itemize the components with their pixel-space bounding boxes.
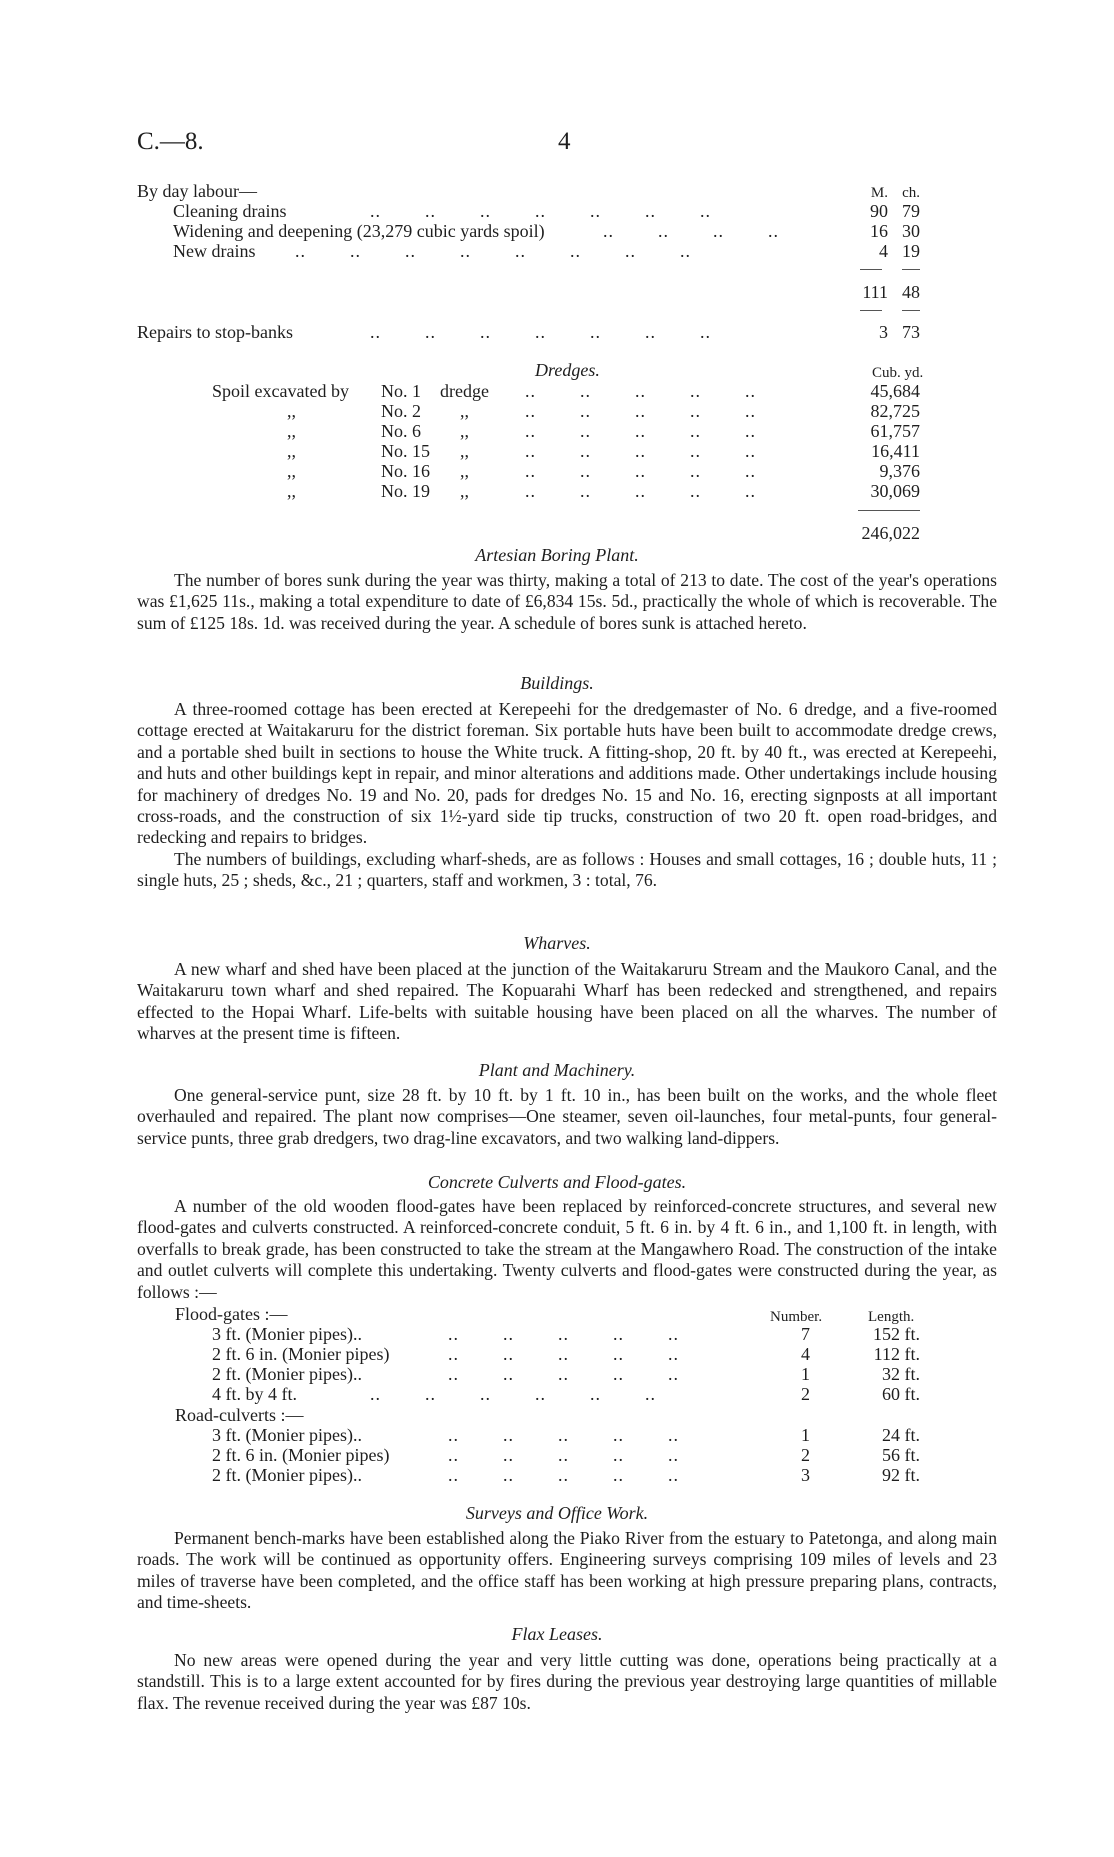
total-miles: 111 bbox=[862, 282, 888, 302]
leader-dots: .. .. .. .. .. .. bbox=[370, 1384, 656, 1404]
repairs-chains: 73 bbox=[902, 322, 920, 342]
dredge-row-suffix: ,, bbox=[460, 481, 469, 501]
dredges-total: 246,022 bbox=[861, 523, 920, 543]
dredge-spoil-value: 30,069 bbox=[870, 481, 920, 501]
day-labour-row-label: Cleaning drains bbox=[173, 201, 287, 221]
culvert-row-label: 3 ft. (Monier pipes).. bbox=[212, 1324, 362, 1344]
culvert-row-label: 2 ft. 6 in. (Monier pipes) bbox=[212, 1445, 390, 1465]
leader-dots: .. .. .. .. .. bbox=[448, 1425, 679, 1445]
surveys-text: Permanent bench-marks have been established along the Piako River from the estuary to Patetonga, and along main roads. The work will be continued as opportunity offers. Engineering surveys comprising 109 miles of levels and 23 miles of traverse have been completed, and the office staff has been working at high pressure preparing plans, contracts, and time-sheets. bbox=[137, 1528, 997, 1613]
artesian-heading: Artesian Boring Plant. bbox=[475, 545, 639, 565]
col-chains-header: ch. bbox=[902, 185, 920, 201]
dredge-row-prefix: ,, bbox=[287, 461, 296, 481]
flax-heading: Flax Leases. bbox=[511, 1624, 603, 1644]
dredge-row-prefix: ,, bbox=[287, 481, 296, 501]
leader-dots: .. .. .. .. bbox=[603, 221, 779, 241]
dredge-row-suffix: ,, bbox=[460, 461, 469, 481]
dredge-number: No. 19 bbox=[381, 481, 430, 501]
culvert-length: 92 ft. bbox=[882, 1465, 920, 1485]
miles-value: 4 bbox=[879, 241, 888, 261]
wharves-text: A new wharf and shed have been placed at the junction of the Waitakaruru Stream and the Maukoro Canal, and the Waitakaruru town wharf and shed repaired. The Kopuarahi Wharf has been redecked and strengthened, and repairs effected to the Hopai Wharf. Life-belts with suitable housing have been placed on all the wharves. The number of wharves at the present time is fifteen. bbox=[137, 959, 997, 1044]
wharves-paragraph bbox=[137, 959, 997, 1045]
culvert-row-label: 3 ft. (Monier pipes).. bbox=[212, 1425, 362, 1445]
chains-value: 19 bbox=[902, 241, 920, 261]
dredge-row-prefix: ,, bbox=[287, 441, 296, 461]
col-length-header: Length. bbox=[868, 1309, 915, 1325]
dredge-row-suffix: dredge bbox=[440, 381, 489, 401]
dredge-spoil-value: 16,411 bbox=[871, 441, 920, 461]
dredge-spoil-value: 45,684 bbox=[870, 381, 920, 401]
culvert-number: 7 bbox=[801, 1324, 810, 1344]
leader-dots: .. .. .. .. .. bbox=[525, 401, 756, 421]
chains-value: 79 bbox=[902, 201, 920, 221]
culvert-number: 1 bbox=[801, 1364, 810, 1384]
dredge-number: No. 1 bbox=[381, 381, 421, 401]
sum-rule bbox=[902, 310, 920, 311]
culvert-number: 3 bbox=[801, 1465, 810, 1485]
total-chains: 48 bbox=[902, 282, 920, 302]
culvert-number: 4 bbox=[801, 1344, 810, 1364]
leader-dots: .. .. .. .. .. bbox=[448, 1445, 679, 1465]
plant-text: One general-service punt, size 28 ft. by 10 ft. by 1 ft. 10 in., has been built on the works, and the whole fleet overhauled and repaired. The plant now comprises—One steamer, seven oil-launches, four metal-punts, four general-service punts, three grab dredgers, two drag-line excavators, and two walking land-dippers. bbox=[137, 1085, 997, 1148]
dredge-spoil-value: 82,725 bbox=[870, 401, 920, 421]
road-culverts-label: Road-culverts :— bbox=[175, 1405, 304, 1425]
leader-dots: .. .. .. .. .. bbox=[525, 481, 756, 501]
chains-value: 30 bbox=[902, 221, 920, 241]
leader-dots: .. .. .. .. .. bbox=[448, 1324, 679, 1344]
day-labour-row-label: Widening and deepening (23,279 cubic yards spoil) bbox=[173, 221, 545, 241]
culvert-length: 60 ft. bbox=[882, 1384, 920, 1404]
miles-value: 90 bbox=[870, 201, 888, 221]
surveys-heading: Surveys and Office Work. bbox=[465, 1503, 649, 1523]
repairs-miles: 3 bbox=[879, 322, 888, 342]
day-labour-title: By day labour— bbox=[137, 181, 257, 201]
sum-rule bbox=[860, 269, 882, 270]
miles-value: 16 bbox=[870, 221, 888, 241]
culvert-length: 24 ft. bbox=[882, 1425, 920, 1445]
dredge-spoil-value: 61,757 bbox=[870, 421, 920, 441]
sum-rule bbox=[860, 310, 882, 311]
dredge-number: No. 16 bbox=[381, 461, 430, 481]
culvert-row-label: 2 ft. (Monier pipes).. bbox=[212, 1364, 362, 1384]
repairs-label: Repairs to stop-banks bbox=[137, 322, 293, 342]
cubic-yards-header: Cub. yd. bbox=[872, 365, 924, 381]
floodgates-label: Flood-gates :— bbox=[175, 1304, 288, 1324]
leader-dots: .. .. .. .. .. bbox=[525, 441, 756, 461]
col-miles-header: M. bbox=[870, 185, 888, 201]
culvert-number: 2 bbox=[801, 1384, 810, 1404]
leader-dots: .. .. .. .. .. bbox=[448, 1344, 679, 1364]
buildings-text: A three-roomed cottage has been erected at Kerepeehi for the dredgemaster of No. 6 dredge, and a five-roomed cottage erected at Waitakaruru for the district foreman. Six portable huts have been built to accommodate dredge crews, and a portable shed built in sections to house the White truck. A fitting-shop, 20 ft. by 40 ft., was erected at Kerepeehi, and huts and other buildings kept in repair, and minor alterations and additions made. Other undertakings include housing for machinery of dredges No. 19 and No. 20, pads for dredges No. 15 and No. 16, erecting signposts at all important cross-roads, and the construction of six 1½-yard side tip trucks, construction of two 20 ft. open road-bridges, and redecking and repairs to bridges. bbox=[137, 699, 997, 848]
leader-dots: .. .. .. .. .. .. .. bbox=[370, 322, 711, 342]
leader-dots: .. .. .. .. .. .. .. .. bbox=[295, 241, 691, 261]
leader-dots: .. .. .. .. .. bbox=[525, 381, 756, 401]
leader-dots: .. .. .. .. .. bbox=[525, 421, 756, 441]
col-number-header: Number. bbox=[770, 1309, 823, 1325]
culvert-number: 1 bbox=[801, 1425, 810, 1445]
wharves-heading: Wharves. bbox=[523, 933, 591, 953]
surveys-paragraph bbox=[137, 1528, 997, 1614]
culvert-length: 56 ft. bbox=[882, 1445, 920, 1465]
artesian-paragraph bbox=[137, 570, 997, 634]
dredges-heading: Dredges. bbox=[535, 360, 600, 380]
sum-rule bbox=[858, 510, 920, 511]
plant-paragraph bbox=[137, 1085, 997, 1149]
plant-heading: Plant and Machinery. bbox=[478, 1060, 636, 1080]
culvert-row-label: 4 ft. by 4 ft. bbox=[212, 1384, 297, 1404]
dredge-row-suffix: ,, bbox=[460, 401, 469, 421]
artesian-text: The number of bores sunk during the year was thirty, making a total of 213 to date. The cost of the year's operations was £1,625 11s., making a total expenditure to date of £6,834 15s. 5d., practically the whole of which is recoverable. The sum of £125 18s. 1d. was received during the year. A schedule of bores sunk is attached hereto. bbox=[137, 570, 997, 633]
buildings-count-text: The numbers of buildings, excluding wharf-sheds, are as follows : Houses and small cottages, 16 ; double huts, 11 ; single huts, 25 ; sheds, &c., 21 ; quarters, staff and workmen, 3 : total, 76. bbox=[137, 848, 997, 891]
dredge-row-prefix: ,, bbox=[287, 421, 296, 441]
dredge-row-suffix: ,, bbox=[460, 421, 469, 441]
dredge-row-suffix: ,, bbox=[460, 441, 469, 461]
sum-rule bbox=[902, 269, 920, 270]
flax-paragraph bbox=[137, 1650, 997, 1714]
report-reference: C.—8. bbox=[137, 128, 204, 155]
leader-dots: .. .. .. .. .. bbox=[448, 1364, 679, 1384]
leader-dots: .. .. .. .. .. bbox=[525, 461, 756, 481]
culvert-row-label: 2 ft. (Monier pipes).. bbox=[212, 1465, 362, 1485]
culverts-text: A number of the old wooden flood-gates have been replaced by reinforced-concrete structures, and several new flood-gates and culverts constructed. A reinforced-concrete conduit, 5 ft. 6 in. by 4 ft. 6 in., and 1,100 ft. in length, with overfalls to break grade, has been constructed to take the stream at the Mangawhero Road. The construction of the intake and outlet culverts will complete this undertaking. Twenty culverts and flood-gates were constructed during the year, as follows :— bbox=[137, 1196, 997, 1302]
culvert-length: 32 ft. bbox=[882, 1364, 920, 1384]
leader-dots: .. .. .. .. .. bbox=[448, 1465, 679, 1485]
dredge-number: No. 15 bbox=[381, 441, 430, 461]
dredge-number: No. 2 bbox=[381, 401, 421, 421]
culvert-number: 2 bbox=[801, 1445, 810, 1465]
dredge-spoil-value: 9,376 bbox=[879, 461, 920, 481]
leader-dots: .. .. .. .. .. .. .. bbox=[370, 201, 711, 221]
culvert-length: 152 ft. bbox=[873, 1324, 920, 1344]
culvert-length: 112 ft. bbox=[873, 1344, 920, 1364]
culverts-heading: Concrete Culverts and Flood-gates. bbox=[427, 1172, 687, 1192]
day-labour-row-label: New drains bbox=[173, 241, 256, 261]
culvert-row-label: 2 ft. 6 in. (Monier pipes) bbox=[212, 1344, 390, 1364]
dredge-row-prefix: ,, bbox=[287, 401, 296, 421]
culverts-paragraph bbox=[137, 1196, 997, 1303]
flax-text: No new areas were opened during the year and very little cutting was done, operations being practically at a standstill. This is to a large extent accounted for by fires during the previous year destroying large quantities of millable flax. The revenue received during the year was £87 10s. bbox=[137, 1650, 997, 1713]
buildings-paragraph bbox=[137, 699, 997, 892]
dredge-row-prefix: Spoil excavated by bbox=[212, 381, 349, 401]
buildings-heading: Buildings. bbox=[520, 673, 594, 693]
dredge-number: No. 6 bbox=[381, 421, 421, 441]
page-number: 4 bbox=[558, 128, 571, 155]
